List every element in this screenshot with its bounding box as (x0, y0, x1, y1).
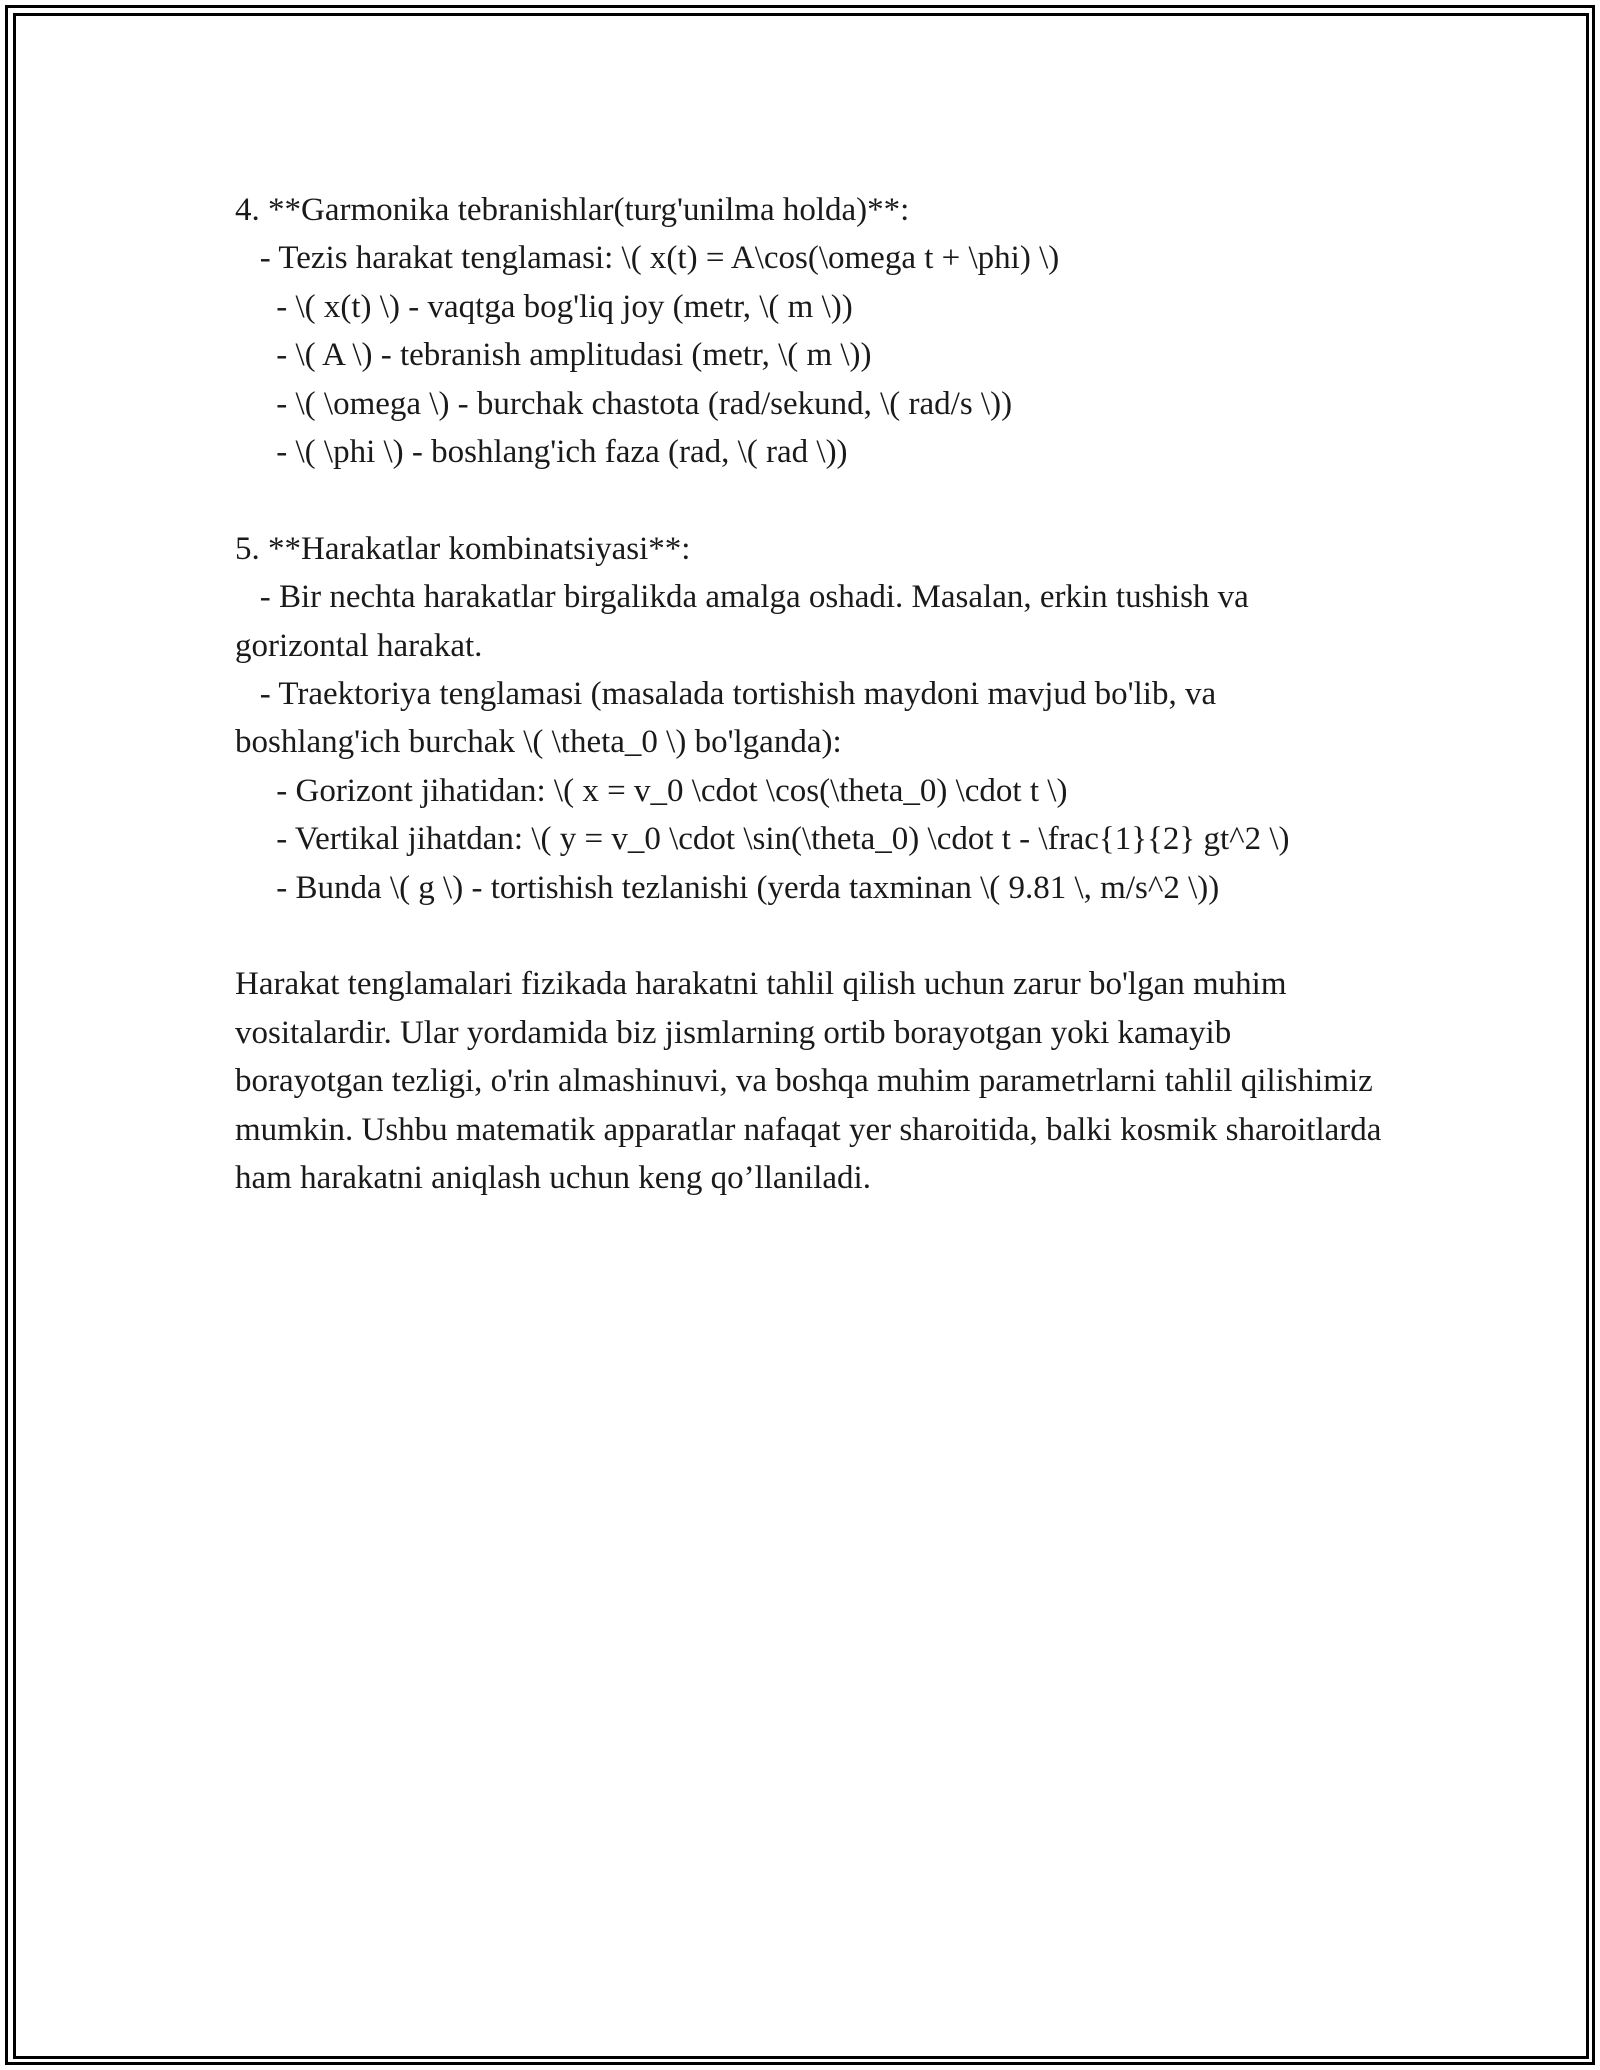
list-item: - \( \omega \) - burchak chastota (rad/sekund, \( rad/s \)) (235, 385, 1013, 422)
list-item: - \( x(t) \) - vaqtga bog'liq joy (metr, \( m \)) (235, 288, 853, 325)
list-item: - Gorizont jihatidan: \( x = v_0 \cdot \cos(\theta_0) \cdot t \) (235, 772, 1068, 809)
spacer (235, 912, 1385, 960)
spacer (235, 476, 1385, 524)
section-harmonic-oscillations (235, 186, 1385, 476)
conclusion-paragraph: Harakat tenglamalari fizikada harakatni tahlil qilish uchun zarur bo'lgan muhim vositalardir. Ular yordamida biz jismlarning ortib borayotgan yoki kamayib borayotgan tezligi, o'rin almashinuvi, va boshqa muhim parametrlarni tahlil qilishimiz mumkin. Ushbu matematik apparatlar nafaqat yer sharoitida, balki kosmik sharoitlarda ham harakatni aniqlash uchun keng qo’llaniladi. (235, 966, 1390, 1197)
list-item: - Tezis harakat tenglamasi: \( x(t) = A\cos(\omega t + \phi) \) (235, 240, 1060, 277)
section-heading: 5. **Harakatlar kombinatsiyasi**: (235, 530, 691, 567)
section-motion-combination (235, 525, 1385, 912)
document-body (235, 186, 1390, 1203)
list-item: - Traektoriya tenglamasi (masalada tortishish maydoni mavjud bo'lib, va boshlang'ich burchak \( \theta_0 \) bo'lganda): (235, 676, 1225, 761)
list-item: - \( A \) - tebranish amplitudasi (metr, \( m \)) (235, 337, 872, 374)
list-item: - Bunda \( g \) - tortishish tezlanishi (yerda taxminan \( 9.81 \, m/s^2 \)) (235, 869, 1220, 906)
list-item: - Bir nechta harakatlar birgalikda amalga oshadi. Masalan, erkin tushish va gorizontal harakat. (235, 579, 1258, 664)
list-item: - Vertikal jihatdan: \( y = v_0 \cdot \sin(\theta_0) \cdot t - \frac{1}{2} gt^2 \) (235, 821, 1290, 858)
section-heading: 4. **Garmonika tebranishlar(turg'unilma holda)**: (235, 192, 910, 228)
list-item: - \( \phi \) - boshlang'ich faza (rad, \( rad \)) (235, 434, 848, 471)
